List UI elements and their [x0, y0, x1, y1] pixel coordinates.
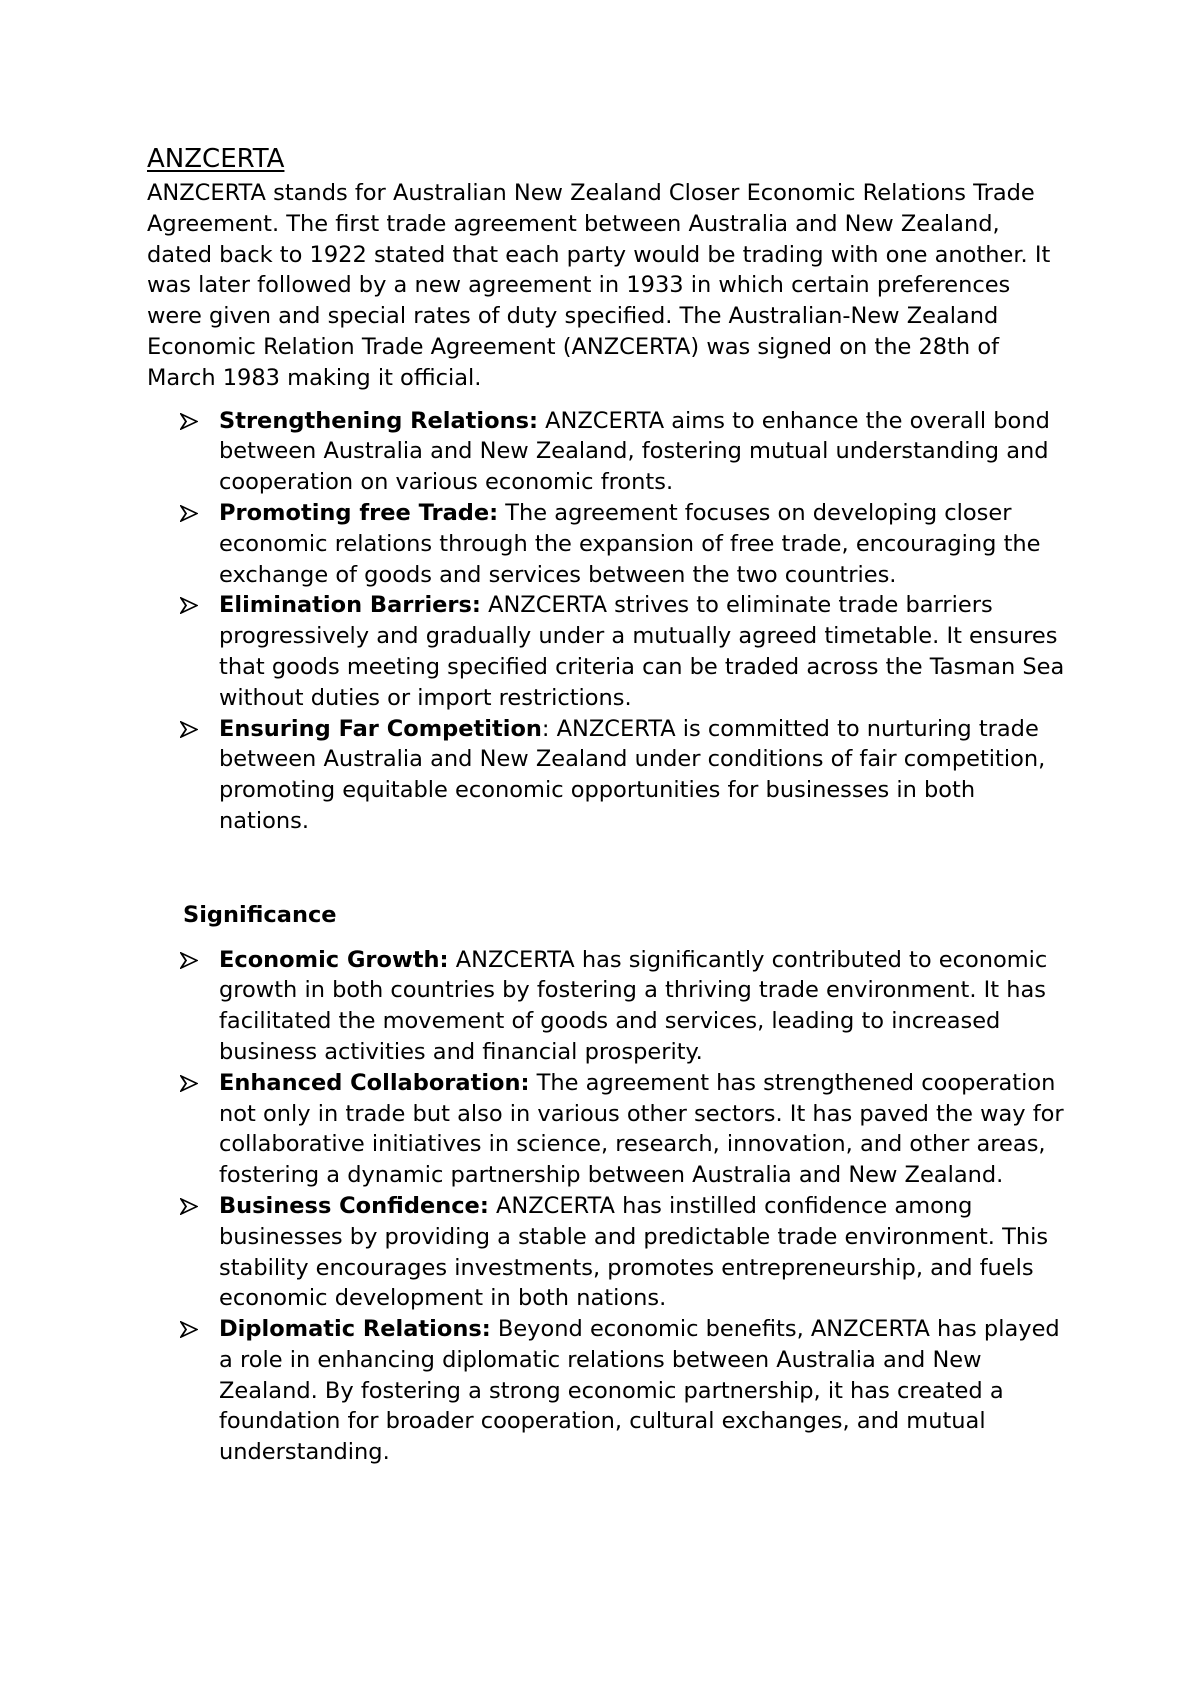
list-item — [147, 590, 1067, 713]
list-item — [147, 498, 1067, 590]
list-item-text: The agreement has strengthened cooperation not only in trade but also in various other sectors. It has paved the way for collaborative initiatives in science, research, innovation, and other areas, fostering a dynamic partnership between Australia and New Zealand. — [219, 1069, 1064, 1189]
aims-list — [147, 406, 1067, 837]
arrowhead-bullet-icon — [180, 1314, 204, 1345]
list-item — [147, 945, 1067, 1068]
list-item — [147, 714, 1067, 837]
arrowhead-bullet-icon — [180, 1191, 204, 1222]
list-item-text: Beyond economic benefits, ANZCERTA has played a role in enhancing diplomatic relations between Australia and New Zealand. By fostering a strong economic partnership, it has created a foundation for broader cooperation, cultural exchanges, and mutual understanding. — [219, 1316, 1060, 1466]
list-item-text: ANZCERTA strives to eliminate trade barriers progressively and gradually under a mutually agreed timetable. It ensures that goods meeting specified criteria can be traded across the Tasman Sea without duties or import restrictions. — [219, 592, 1065, 711]
list-item-term: Strengthening Relations: — [219, 407, 538, 434]
arrowhead-bullet-icon — [180, 714, 204, 745]
document-body — [147, 142, 1067, 1468]
significance-list — [147, 945, 1067, 1469]
list-item-term: Elimination Barriers: — [219, 592, 481, 619]
list-item-text: ANZCERTA aims to enhance the overall bond between Australia and New Zealand, fostering mutual understanding and cooperation on various economic fronts. — [219, 407, 1050, 496]
arrowhead-bullet-icon — [180, 498, 204, 529]
list-item-text: ANZCERTA has instilled confidence among businesses by providing a stable and predictable trade environment. This stability encourages investments, promotes entrepreneurship, and fuels economic development in both nations. — [219, 1192, 1049, 1312]
arrowhead-bullet-icon — [180, 1068, 204, 1099]
arrowhead-bullet-icon — [180, 945, 204, 976]
list-item — [147, 1314, 1067, 1468]
list-item-term: Ensuring Far Competition — [219, 715, 542, 742]
list-item-text: ANZCERTA has significantly contributed to economic growth in both countries by fostering a thriving trade environment. It has facilitated the movement of goods and services, leading to increased business activities and financial prosperity. — [219, 946, 1048, 1065]
list-item-term: Promoting free Trade: — [219, 499, 499, 526]
list-item — [147, 1191, 1067, 1314]
list-item-text: : ANZCERTA is committed to nurturing trade between Australia and New Zealand under conditions of fair competition, promoting equitable economic opportunities for businesses in both nations. — [219, 715, 1046, 834]
page-title: ANZCERTA — [147, 144, 285, 174]
list-item — [147, 1068, 1067, 1191]
intro-paragraph: ANZCERTA stands for Australian New Zealand Closer Economic Relations Trade Agreement. The first trade agreement between Australia and New Zealand, dated back to 1922 stated that each party would be trading with one another. It was later followed by a new agreement in 1933 in which certain preferences were given and special rates of duty specified. The Australian-New Zealand Economic Relation Trade Agreement (ANZCERTA) was signed on the 28th of March 1983 making it official. — [147, 180, 1051, 391]
arrowhead-bullet-icon — [180, 406, 204, 437]
list-item-term: Enhanced Collaboration: — [219, 1069, 530, 1096]
list-item-term: Economic Growth: — [219, 946, 449, 973]
list-item — [147, 406, 1067, 498]
list-item-term: Diplomatic Relations: — [219, 1316, 491, 1343]
list-item-term: Business Confidence: — [219, 1192, 489, 1219]
arrowhead-bullet-icon — [180, 590, 204, 621]
list-item-text: The agreement focuses on developing closer economic relations through the expansion of free trade, encouraging the exchange of goods and services between the two countries. — [219, 499, 1041, 588]
section-heading-significance: Significance — [183, 901, 337, 928]
